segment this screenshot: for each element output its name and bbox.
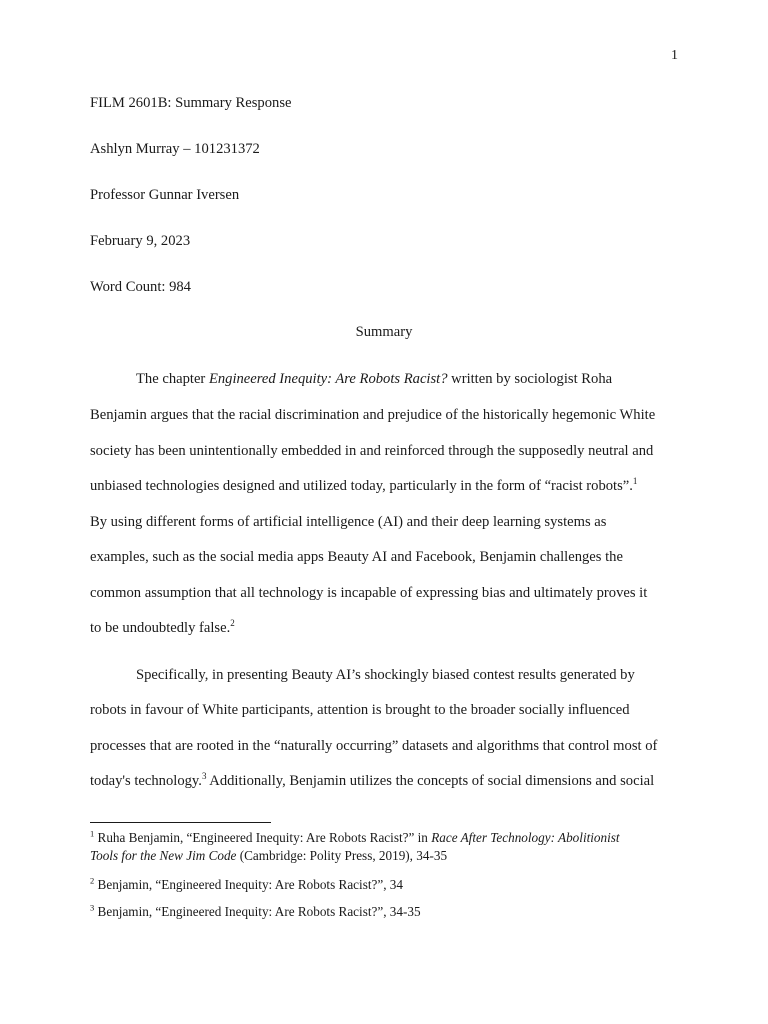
paragraph-2-line-3: processes that are rooted in the “naturally occurring” datasets and algorithms that control most of	[90, 738, 658, 754]
paragraph-2-line-2: robots in favour of White participants, attention is brought to the broader socially influenced	[90, 702, 630, 718]
submission-date: February 9, 2023	[90, 233, 191, 249]
paragraph-2-line-1: Specifically, in presenting Beauty AI’s shockingly biased contest results generated by	[136, 667, 635, 683]
paragraph-1-line-7: common assumption that all technology is incapable of expressing bias and ultimately proves it	[90, 585, 648, 601]
footnote-1-line-2: Tools for the New Jim Code (Cambridge: Polity Press, 2019), 34-35	[90, 848, 448, 863]
paragraph-1-line-2: Benjamin argues that the racial discrimination and prejudice of the historically hegemonic White	[90, 407, 656, 423]
footnote-separator	[90, 822, 271, 823]
paragraph-1-line-1: The chapter Engineered Inequity: Are Robots Racist? written by sociologist Roha	[136, 371, 613, 387]
footnote-1-line-1: $^1$ Ruha Benjamin, “Engineered Inequity: Are Robots Racist?” in Race After Technology: Abolitionist	[90, 828, 620, 845]
word-count: Word Count: 984	[90, 279, 191, 295]
student-name: Ashlyn Murray – 101231372	[90, 141, 260, 157]
footnote-3: $^3$ Benjamin, “Engineered Inequity: Are Robots Racist?”, 34-35	[90, 902, 421, 919]
paragraph-1-line-6: examples, such as the social media apps Beauty AI and Facebook, Benjamin challenges the	[90, 549, 623, 565]
professor-name: Professor Gunnar Iversen	[90, 187, 240, 203]
course-title: FILM 2601B: Summary Response	[90, 95, 292, 111]
paragraph-1-line-8: to be undoubtedly false.$^2$	[90, 618, 235, 636]
page-number: 1	[671, 48, 678, 63]
paragraph-1-line-4: unbiased technologies designed and utilized today, particularly in the form of “racist robots”.$^1$	[90, 476, 638, 494]
footnote-2: $^2$ Benjamin, “Engineered Inequity: Are Robots Racist?”, 34	[90, 875, 403, 892]
section-heading: Summary	[355, 324, 413, 340]
footnote-ref-1[interactable]: 1	[632, 476, 638, 487]
paragraph-1-line-5: By using different forms of artificial intelligence (AI) and their deep learning systems as	[90, 514, 607, 530]
chapter-title: Engineered Inequity: Are Robots Racist?	[208, 371, 448, 387]
paragraph-1-line-3: society has been unintentionally embedded in and reinforced through the supposedly neutral and	[90, 443, 654, 459]
paragraph-2-line-4: today's technology.$^3$ Additionally, Benjamin utilizes the concepts of social dimensions and social	[90, 771, 655, 789]
footnote-ref-3[interactable]: 3	[201, 771, 207, 782]
footnote-ref-2[interactable]: 2	[230, 618, 235, 629]
